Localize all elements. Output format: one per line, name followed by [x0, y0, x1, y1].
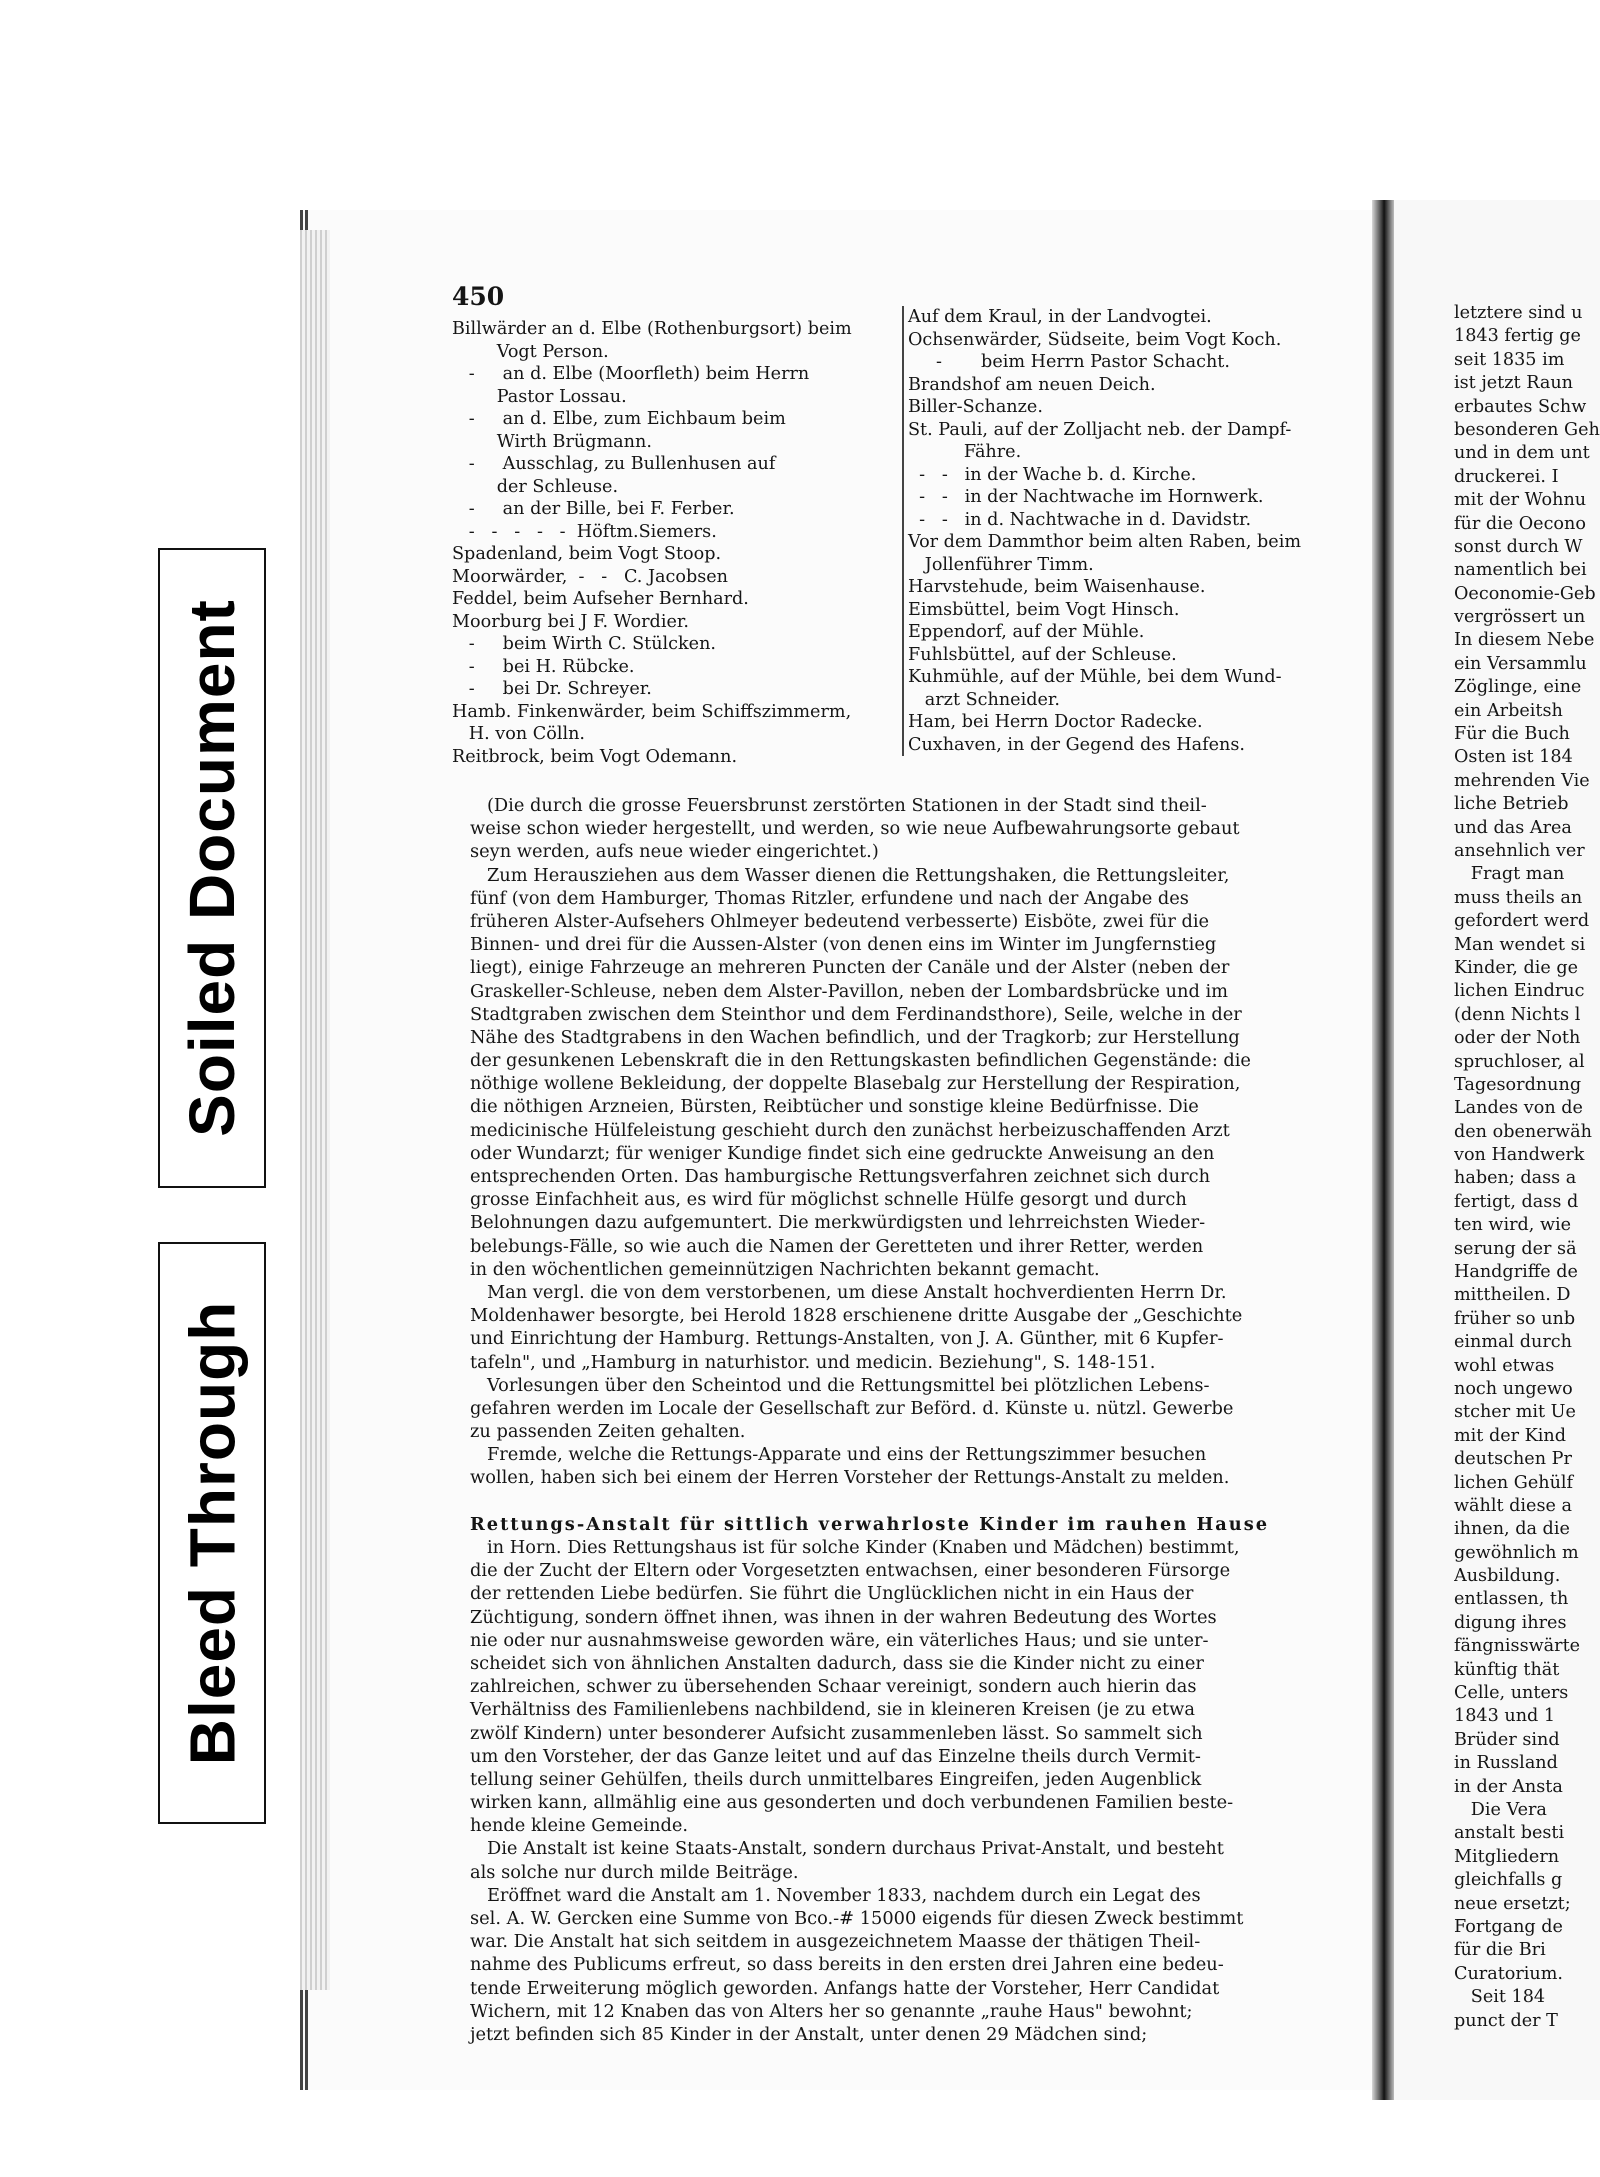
text-line: den obenerwäh [1454, 1121, 1592, 1142]
text-line: weise schon wieder hergestellt, und werden, so wie neue Aufbewahrungsorte gebaut [470, 818, 1240, 840]
station-list-left [452, 318, 900, 768]
text-line: in Russland [1454, 1753, 1558, 1774]
text-line [470, 1490, 1360, 1513]
text-line: der gesunkenen Lebenskraft die in den Rettungskasten befindlichen Gegenstände: die [470, 1050, 1251, 1072]
text-line: entsprechenden Orten. Das hamburgische Rettungsverfahren zeichnet sich durch [470, 1166, 1211, 1187]
text-line: seyn werden, aufs neue wieder eingerichtet.) [470, 841, 879, 863]
text-line: und Einrichtung der Hamburg. Rettungs-Anstalten, von J. A. Günther, mit 6 Kupfer- [470, 1328, 1224, 1350]
station-entry: Wirth Brügmann. [452, 431, 652, 452]
text-line: gefahren werden im Locale der Gesellschaft zur Beförd. d. Künste u. nützl. Gewerbe [470, 1397, 1234, 1419]
text-line: früheren Alster-Aufsehers Ohlmeyer bedeutend verbesserte) Eisböte, zwei für die [470, 910, 1210, 932]
text-line: besonderen Geh [1454, 419, 1600, 440]
text-line: grosse Einfachheit aus, es wird für möglichst schnelle Hülfe gesorgt und durch [470, 1189, 1187, 1211]
text-line: 1843 und 1 [1454, 1706, 1556, 1727]
bleed-through-label [158, 1242, 266, 1824]
station-entry: - - in der Wache b. d. Kirche. [908, 464, 1197, 485]
station-entry: Fuhlsbüttel, auf der Schleuse. [908, 644, 1177, 665]
text-line: sel. A. W. Gercken eine Summe von Bco.-# 15000 eigends für diesen Zweck bestimmt [470, 1908, 1244, 1929]
station-entry: Hamb. Finkenwärder, beim Schiffszimmerm, [452, 701, 852, 722]
text-line: gewöhnlich m [1454, 1542, 1579, 1563]
text-line: war. Die Anstalt hat sich seitdem in ausgezeichnetem Maasse der thätigen Theil- [470, 1931, 1201, 1953]
text-line: Ausbildung. [1454, 1566, 1561, 1587]
text-line: nöthige wollene Bekleidung, der doppelte Blasebalg zur Herstellung der Respiration, [470, 1073, 1241, 1095]
text-line: künftig thät [1454, 1659, 1560, 1680]
text-line: oder der Noth [1454, 1028, 1581, 1049]
text-line: Für die Buch [1454, 724, 1570, 745]
text-line: Celle, unters [1454, 1683, 1569, 1704]
station-entry: - bei Dr. Schreyer. [452, 679, 652, 699]
text-line: um den Vorsteher, der das Ganze leitet und auf das Einzelne theils durch Vermit- [470, 1745, 1201, 1767]
text-line: punct der T [1454, 2010, 1558, 2031]
text-line: spruchloser, al [1454, 1051, 1585, 1072]
station-entry: Vogt Person. [452, 341, 609, 362]
text-line: zu passenden Zeiten gehalten. [470, 1421, 746, 1443]
station-entry: arzt Schneider. [908, 689, 1060, 710]
station-entry: der Schleuse. [452, 476, 619, 497]
text-line: belebungs-Fälle, so wie auch die Namen der Geretteten und ihrer Retter, werden [470, 1235, 1204, 1257]
station-entry: Kuhmühle, auf der Mühle, bei dem Wund- [908, 667, 1282, 687]
text-line: seit 1835 im [1454, 349, 1565, 370]
soiled-document-text: Soiled Document [176, 599, 248, 1137]
text-line: Fragt man [1454, 864, 1565, 885]
text-line: zahlreichen, schwer zu übersehenden Schaar vereinigt, sondern auch hierin das [470, 1676, 1197, 1698]
text-line: fängnisswärte [1454, 1636, 1581, 1657]
station-list-middle [902, 306, 1358, 756]
text-line: Osten ist 184 [1454, 747, 1573, 768]
text-line: Fortgang de [1454, 1916, 1563, 1937]
text-line: erbautes Schw [1454, 396, 1587, 417]
text-line: druckerei. I [1454, 466, 1559, 487]
text-line: Graskeller-Schleuse, neben dem Alster-Pavillon, neben der Lombardsbrücke und im [470, 980, 1229, 1002]
station-entry: - an d. Elbe (Moorfleth) beim Herrn [452, 364, 810, 384]
text-line: ist jetzt Raun [1454, 373, 1573, 394]
text-line: nie oder nur ausnahmsweise geworden wäre, ein väterliches Haus; und sie unter- [470, 1629, 1209, 1651]
text-line: liche Betrieb [1454, 794, 1569, 815]
text-line: medicinische Hülfeleistung geschieht durch den zunächst herbeizuschaffenden Arzt [470, 1119, 1230, 1141]
text-line: Rettungs-Anstalt für sittlich verwahrloste Kinder im rauhen Hause [470, 1513, 1270, 1535]
soiled-document-label [158, 548, 266, 1188]
text-line: ein Versammlu [1454, 653, 1587, 674]
text-line: tende Erweiterung möglich geworden. Anfangs hatte der Vorsteher, Herr Candidat [470, 1977, 1220, 1999]
text-line: mittheilen. D [1454, 1285, 1571, 1306]
text-line: liegt), einige Fahrzeuge an mehreren Puncten der Canäle und der Alster (neben der [470, 957, 1230, 979]
text-line: nahme des Publicums erfreut, so dass bereits in den ersten drei Jahren eine bedeu- [470, 1954, 1224, 1976]
text-line: ihnen, da die [1454, 1519, 1570, 1540]
text-line: als solche nur durch milde Beiträge. [470, 1861, 799, 1883]
page-number: 450 [452, 282, 505, 311]
text-line: deutschen Pr [1454, 1449, 1572, 1470]
text-line: mehrenden Vie [1454, 770, 1590, 791]
text-line: Moldenhawer besorgte, bei Herold 1828 erschienene dritte Ausgabe der „Geschichte [470, 1305, 1243, 1327]
station-entry: Spadenland, beim Vogt Stoop. [452, 544, 722, 564]
station-entry: - beim Wirth C. Stülcken. [452, 634, 717, 654]
station-entry: Eimsbüttel, beim Vogt Hinsch. [908, 599, 1180, 620]
station-entry: - an d. Elbe, zum Eichbaum beim [452, 409, 786, 429]
station-entry: Vor dem Dammthor beim alten Raben, beim [908, 532, 1302, 552]
text-line: Tagesordnung [1454, 1074, 1582, 1095]
text-line: Verhältniss des Familienlebens nachbildend, sie in kleineren Kreisen (je zu etwa [470, 1699, 1195, 1721]
text-line: Man vergl. die von dem verstorbenen, um diese Anstalt hochverdienten Herrn Dr. [470, 1281, 1227, 1303]
text-line: zwölf Kindern) unter besonderer Aufsicht zusammenleben lässt. So sammelt sich [470, 1722, 1203, 1744]
text-line: Die Vera [1454, 1800, 1547, 1820]
text-line: ten wird, wie [1454, 1215, 1572, 1236]
text-line: scheidet sich von ähnlichen Anstalten dadurch, dass sie die Kinder nicht zu einer [470, 1652, 1204, 1674]
text-line: die nöthigen Arzneien, Bürsten, Reibtücher und sonstige kleine Bedürfnisse. Die [470, 1096, 1199, 1118]
station-entry: Billwärder an d. Elbe (Rothenburgsort) beim [452, 319, 852, 339]
station-entry: Ochsenwärder, Südseite, beim Vogt Koch. [908, 329, 1282, 350]
station-entry: Biller-Schanze. [908, 397, 1043, 417]
text-line: Belohnungen dazu aufgemuntert. Die merkwürdigsten und lehrreichsten Wieder- [470, 1212, 1206, 1234]
text-line: lichen Gehülf [1454, 1472, 1574, 1493]
station-entry: - an der Bille, bei F. Ferber. [452, 499, 735, 519]
station-entry: Brandshof am neuen Deich. [908, 374, 1156, 395]
station-entry: St. Pauli, auf der Zolljacht neb. der Dampf- [908, 419, 1292, 440]
station-entry: Eppendorf, auf der Mühle. [908, 622, 1145, 642]
station-entry: - Ausschlag, zu Bullenhusen auf [452, 454, 776, 474]
text-line: Seit 184 [1454, 1987, 1546, 2008]
right-page-text [1454, 302, 1600, 2033]
text-line: Wichern, mit 12 Knaben das von Alters her so genannte „rauhe Haus" bewohnt; [470, 2000, 1193, 2022]
text-line: namentlich bei [1454, 560, 1587, 581]
text-line: Man wendet si [1454, 934, 1586, 955]
text-line: und in dem unt [1454, 443, 1590, 464]
text-line: fertigt, dass d [1454, 1191, 1579, 1212]
text-line: Brüder sind [1454, 1729, 1560, 1750]
text-line: ansehnlich ver [1454, 840, 1585, 861]
text-line: wählt diese a [1454, 1495, 1572, 1516]
text-line: Eröffnet ward die Anstalt am 1. November 1833, nachdem durch ein Legat des [470, 1884, 1201, 1906]
text-line: für die Bri [1454, 1940, 1546, 1961]
text-line: jetzt befinden sich 85 Kinder in der Anstalt, unter denen 29 Mädchen sind; [470, 2023, 1148, 2045]
text-line: muss theils an [1454, 887, 1583, 908]
text-line: Zöglinge, eine [1454, 677, 1582, 698]
text-line: wohl etwas [1454, 1355, 1555, 1376]
station-entry: Jollenführer Timm. [908, 554, 1094, 575]
text-line: ein Arbeitsh [1454, 700, 1563, 721]
station-entry: Harvstehude, beim Waisenhause. [908, 577, 1206, 597]
station-entry: Auf dem Kraul, in der Landvogtei. [908, 307, 1212, 327]
text-line: Mitgliedern [1454, 1846, 1560, 1867]
text-line: tellung seiner Gehülfen, theils durch unmittelbares Eingreifen, jeden Augenblick [470, 1768, 1202, 1790]
text-line: fünf (von dem Hamburger, Thomas Ritzler, erfundene und nach der Angabe des [470, 887, 1189, 909]
text-line: Binnen- und drei für die Aussen-Alster (von denen eins im Winter im Jungfernstieg [470, 934, 1217, 956]
text-line: in Horn. Dies Rettungshaus ist für solche Kinder (Knaben und Mädchen) bestimmt, [470, 1537, 1240, 1558]
text-line: Stadtgraben zwischen dem Steinthor und dem Ferdinandsthore), Seile, welche in der [470, 1003, 1242, 1025]
text-line: tafeln", und „Hamburg in naturhistor. und medicin. Beziehung", S. 148-151. [470, 1351, 1156, 1373]
text-line: und das Area [1454, 817, 1572, 838]
text-line: Handgriffe de [1454, 1262, 1578, 1283]
station-entry: - beim Herrn Pastor Schacht. [908, 352, 1230, 372]
text-line: Kinder, die ge [1454, 957, 1579, 978]
station-entry: Reitbrock, beim Vogt Odemann. [452, 746, 738, 767]
station-entry: Cuxhaven, in der Gegend des Hafens. [908, 734, 1245, 755]
text-line: lichen Eindruc [1454, 981, 1585, 1002]
body-text [470, 794, 1360, 2046]
text-line: hende kleine Gemeinde. [470, 1815, 689, 1837]
text-line: In diesem Nebe [1454, 630, 1595, 651]
book-gutter [1372, 200, 1394, 2100]
text-line: der rettenden Liebe bedürfen. Sie führt die Unglücklichen nicht in ein Haus der [470, 1583, 1194, 1605]
text-line: gefordert werd [1454, 911, 1590, 932]
text-line: Oeconomie-Geb [1454, 583, 1596, 604]
text-line: noch ungewo [1454, 1378, 1573, 1399]
text-line: wirken kann, allmählig eine aus gesonderten und doch verbundenen Familien beste- [470, 1792, 1234, 1814]
station-entry: - - - - - Höftm.Siemers. [452, 521, 717, 542]
text-line: in der Ansta [1454, 1776, 1563, 1797]
station-entry: Fähre. [908, 442, 1022, 462]
station-entry: Pastor Lossau. [452, 386, 627, 407]
text-line: mit der Kind [1454, 1425, 1567, 1446]
text-line: von Handwerk [1454, 1145, 1585, 1166]
text-line: einmal durch [1454, 1332, 1572, 1353]
station-entry: Feddel, beim Aufseher Bernhard. [452, 589, 749, 609]
text-line: gleichfalls g [1454, 1870, 1563, 1891]
text-line: Züchtigung, sondern öffnet ihnen, was ihnen in der wahren Bedeutung des Wortes [470, 1606, 1217, 1628]
text-line: sonst durch W [1454, 536, 1583, 557]
text-line: anstalt besti [1454, 1823, 1565, 1844]
text-line: mit der Wohnu [1454, 490, 1587, 511]
text-line: in den wöchentlichen gemeinnützigen Nachrichten bekannt gemacht. [470, 1258, 1100, 1280]
station-entry: - bei H. Rübcke. [452, 656, 635, 677]
text-line: letztere sind u [1454, 303, 1583, 323]
text-line: Curatorium. [1454, 1963, 1563, 1984]
text-line: für die Oecono [1454, 513, 1586, 534]
text-line: Landes von de [1454, 1098, 1583, 1119]
text-line: serung der sä [1454, 1238, 1577, 1259]
text-line: Vorlesungen über den Scheintod und die Rettungsmittel bei plötzlichen Lebens- [470, 1374, 1210, 1396]
text-line: neue ersetzt; [1454, 1893, 1571, 1914]
text-line: haben; dass a [1454, 1168, 1577, 1189]
text-line: früher so unb [1454, 1308, 1576, 1329]
station-entry: Moorwärder, - - C. Jacobsen [452, 566, 728, 587]
station-entry: - - in d. Nachtwache in d. Davidstr. [908, 509, 1252, 530]
station-entry: Moorburg bei J F. Wordier. [452, 611, 689, 632]
text-line: wollen, haben sich bei einem der Herren Vorsteher der Rettungs-Anstalt zu melden. [470, 1467, 1230, 1489]
text-line: vergrössert un [1454, 607, 1586, 628]
text-line: 1843 fertig ge [1454, 326, 1581, 347]
text-line: oder Wundarzt; für weniger Kundige findet sich eine gedruckte Anweisung an den [470, 1142, 1215, 1164]
station-entry: H. von Cölln. [452, 724, 585, 744]
station-entry: - - in der Nachtwache im Hornwerk. [908, 487, 1264, 507]
text-line: stcher mit Ue [1454, 1402, 1576, 1423]
page-edges [300, 230, 330, 1990]
text-line: Fremde, welche die Rettungs-Apparate und eins der Rettungszimmer besuchen [470, 1444, 1207, 1466]
station-entry: Ham, bei Herrn Doctor Radecke. [908, 712, 1203, 732]
text-line: digung ihres [1454, 1612, 1567, 1633]
text-line: Nähe des Stadtgrabens in den Wachen befindlich, und der Tragkorb; zur Herstellung [470, 1026, 1240, 1048]
text-line: (Die durch die grosse Feuersbrunst zerstörten Stationen in der Stadt sind theil- [470, 795, 1207, 816]
text-line: Zum Herausziehen aus dem Wasser dienen die Rettungshaken, die Rettungsleiter, [470, 864, 1230, 886]
text-line: die der Zucht der Eltern oder Vorgesetzten entwachsen, einer besonderen Fürsorge [470, 1560, 1231, 1582]
text-line: entlassen, th [1454, 1589, 1569, 1610]
text-line: (denn Nichts l [1454, 1004, 1581, 1025]
bleed-through-text: Bleed Through [176, 1300, 248, 1766]
text-line: Die Anstalt ist keine Staats-Anstalt, sondern durchaus Privat-Anstalt, und besteht [470, 1838, 1224, 1860]
